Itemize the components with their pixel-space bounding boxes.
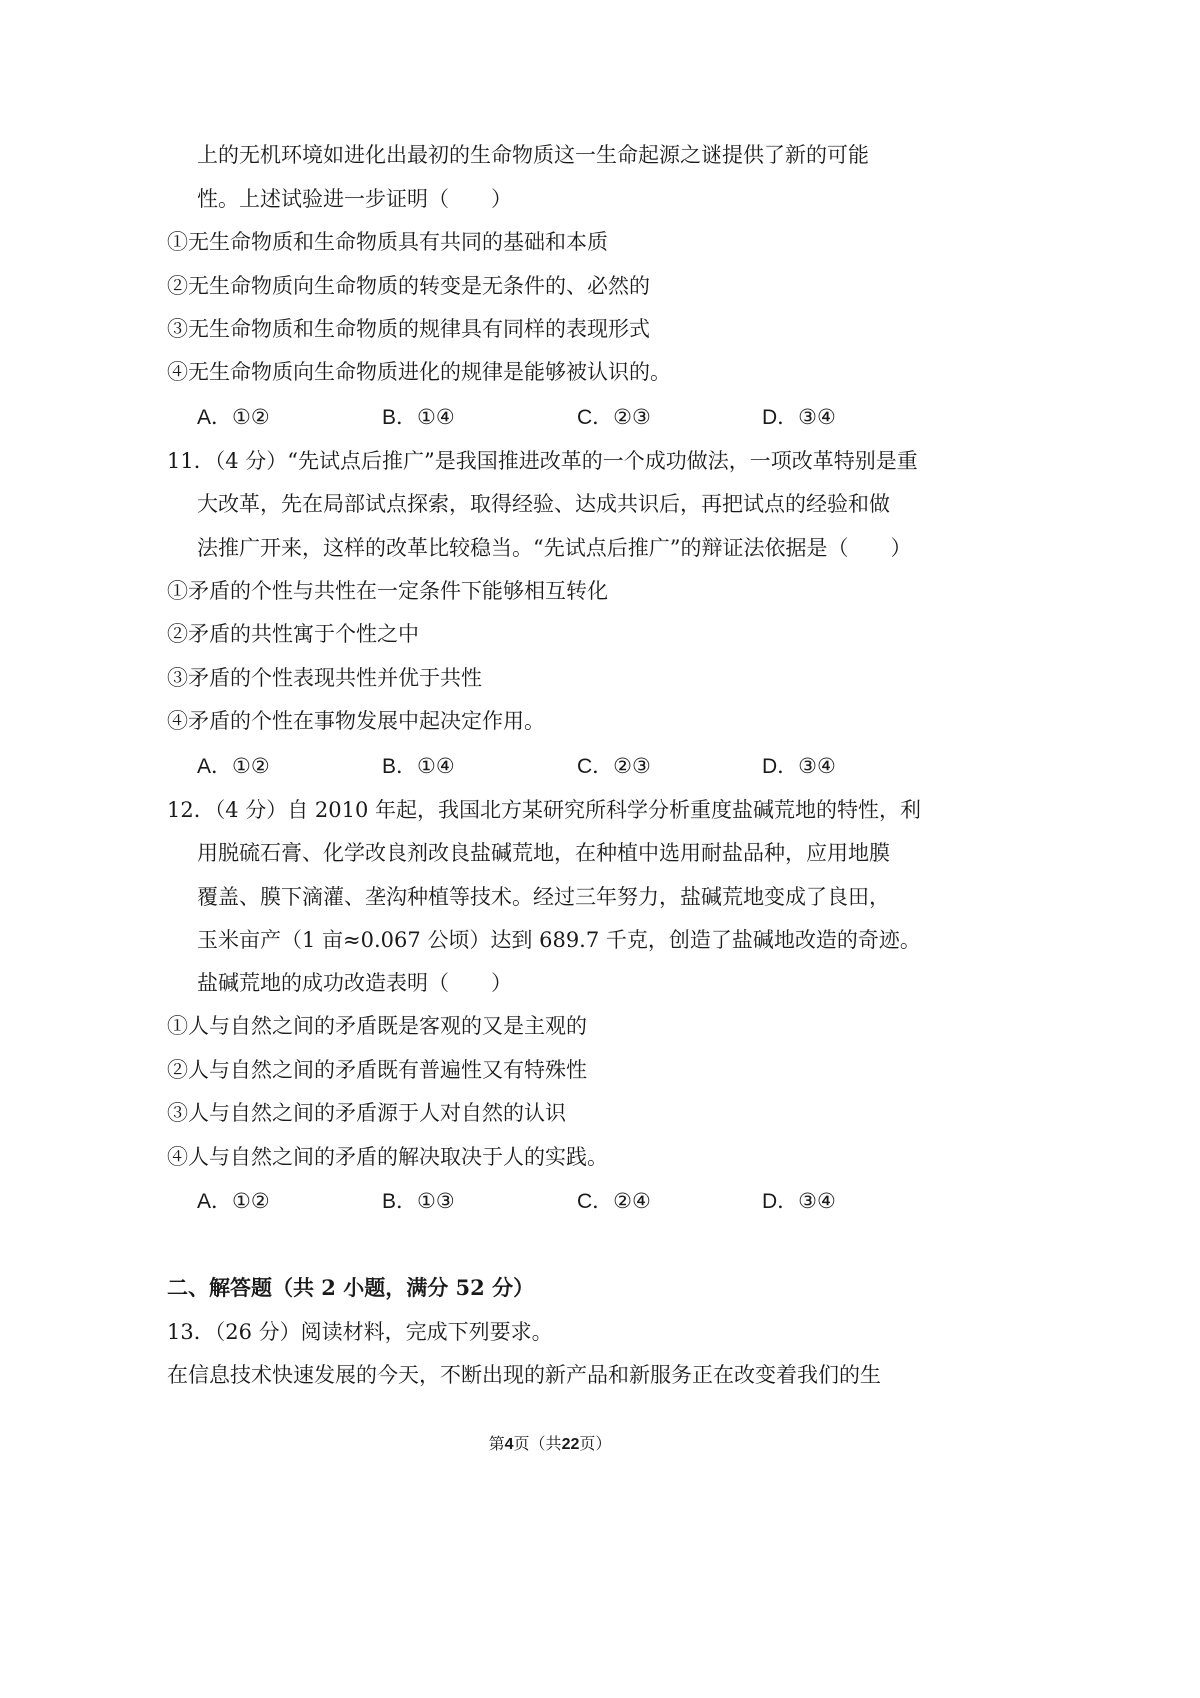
footer-middle: 页（共 <box>513 1434 562 1453</box>
q12-option-d: D．③④ <box>762 1189 836 1213</box>
q10-item-1: ①无生命物质和生命物质具有共同的基础和本质 <box>167 230 608 254</box>
q13-stem-line: 13．（26 分）阅读材料，完成下列要求。 <box>167 1320 553 1344</box>
q10-option-a: A．①② <box>197 405 270 429</box>
q11-option-c: C．②③ <box>577 754 651 778</box>
section-heading: 二、解答题（共 2 小题，满分 52 分） <box>167 1275 535 1300</box>
q11-option-a: A．①② <box>197 754 270 778</box>
q11-stem-line-3: 法推广开来，这样的改革比较稳当。“先试点后推广”的辩证法依据是（ ） <box>197 536 912 560</box>
q10-continuation-line-1: 上的无机环境如进化出最初的生命物质这一生命起源之谜提供了新的可能 <box>197 143 869 167</box>
q12-item-3: ③人与自然之间的矛盾源于人对自然的认识 <box>167 1101 566 1125</box>
q10-continuation-line-2: 性。上述试验进一步证明（ ） <box>197 187 512 211</box>
q12-stem-line-4: 玉米亩产（1 亩≈0.067 公顷）达到 689.7 千克，创造了盐碱地改造的奇迹。 <box>197 928 921 952</box>
q12-item-4: ④人与自然之间的矛盾的解决取决于人的实践。 <box>167 1145 608 1169</box>
q10-option-b: B．①④ <box>382 405 455 429</box>
q12-option-b: B．①③ <box>382 1189 455 1213</box>
footer-prefix: 第 <box>488 1434 505 1453</box>
q10-option-c: C．②③ <box>577 405 651 429</box>
q11-option-b: B．①④ <box>382 754 455 778</box>
q12-stem-line-3: 覆盖、膜下滴灌、垄沟种植等技术。经过三年努力，盐碱荒地变成了良田， <box>197 885 890 909</box>
page-footer <box>0 1432 1100 1457</box>
q12-item-1: ①人与自然之间的矛盾既是客观的又是主观的 <box>167 1014 587 1038</box>
footer-total-pages: 22 <box>561 1436 580 1453</box>
q11-item-3: ③矛盾的个性表现共性并优于共性 <box>167 666 482 690</box>
q13-material-line: 在信息技术快速发展的今天，不断出现的新产品和新服务正在改变着我们的生 <box>167 1363 881 1387</box>
q12-option-a: A．①② <box>197 1189 270 1213</box>
q12-stem-line-5: 盐碱荒地的成功改造表明（ ） <box>197 971 512 995</box>
q11-option-d: D．③④ <box>762 754 836 778</box>
q12-stem-line-2: 用脱硫石膏、化学改良剂改良盐碱荒地，在种植中选用耐盐品种，应用地膜 <box>197 841 890 865</box>
q10-item-4: ④无生命物质向生命物质进化的规律是能够被认识的。 <box>167 360 671 384</box>
q11-item-4: ④矛盾的个性在事物发展中起决定作用。 <box>167 709 545 733</box>
q10-item-2: ②无生命物质向生命物质的转变是无条件的、必然的 <box>167 274 650 298</box>
footer-suffix: 页） <box>579 1434 612 1453</box>
q11-item-1: ①矛盾的个性与共性在一定条件下能够相互转化 <box>167 579 608 603</box>
q11-stem-line-2: 大改革，先在局部试点探索，取得经验、达成共识后，再把试点的经验和做 <box>197 492 890 516</box>
q10-option-d: D．③④ <box>762 405 836 429</box>
q11-stem-line-1: 11．（4 分）“先试点后推广”是我国推进改革的一个成功做法，一项改革特别是重 <box>167 449 918 473</box>
q11-item-2: ②矛盾的共性寓于个性之中 <box>167 622 419 646</box>
q12-option-c: C．②④ <box>577 1189 651 1213</box>
q12-item-2: ②人与自然之间的矛盾既有普遍性又有特殊性 <box>167 1058 587 1082</box>
q10-item-3: ③无生命物质和生命物质的规律具有同样的表现形式 <box>167 317 650 341</box>
footer-page-number: 4 <box>504 1436 514 1453</box>
q12-stem-line-1: 12．（4 分）自 2010 年起，我国北方某研究所科学分析重度盐碱荒地的特性，利 <box>167 798 922 822</box>
